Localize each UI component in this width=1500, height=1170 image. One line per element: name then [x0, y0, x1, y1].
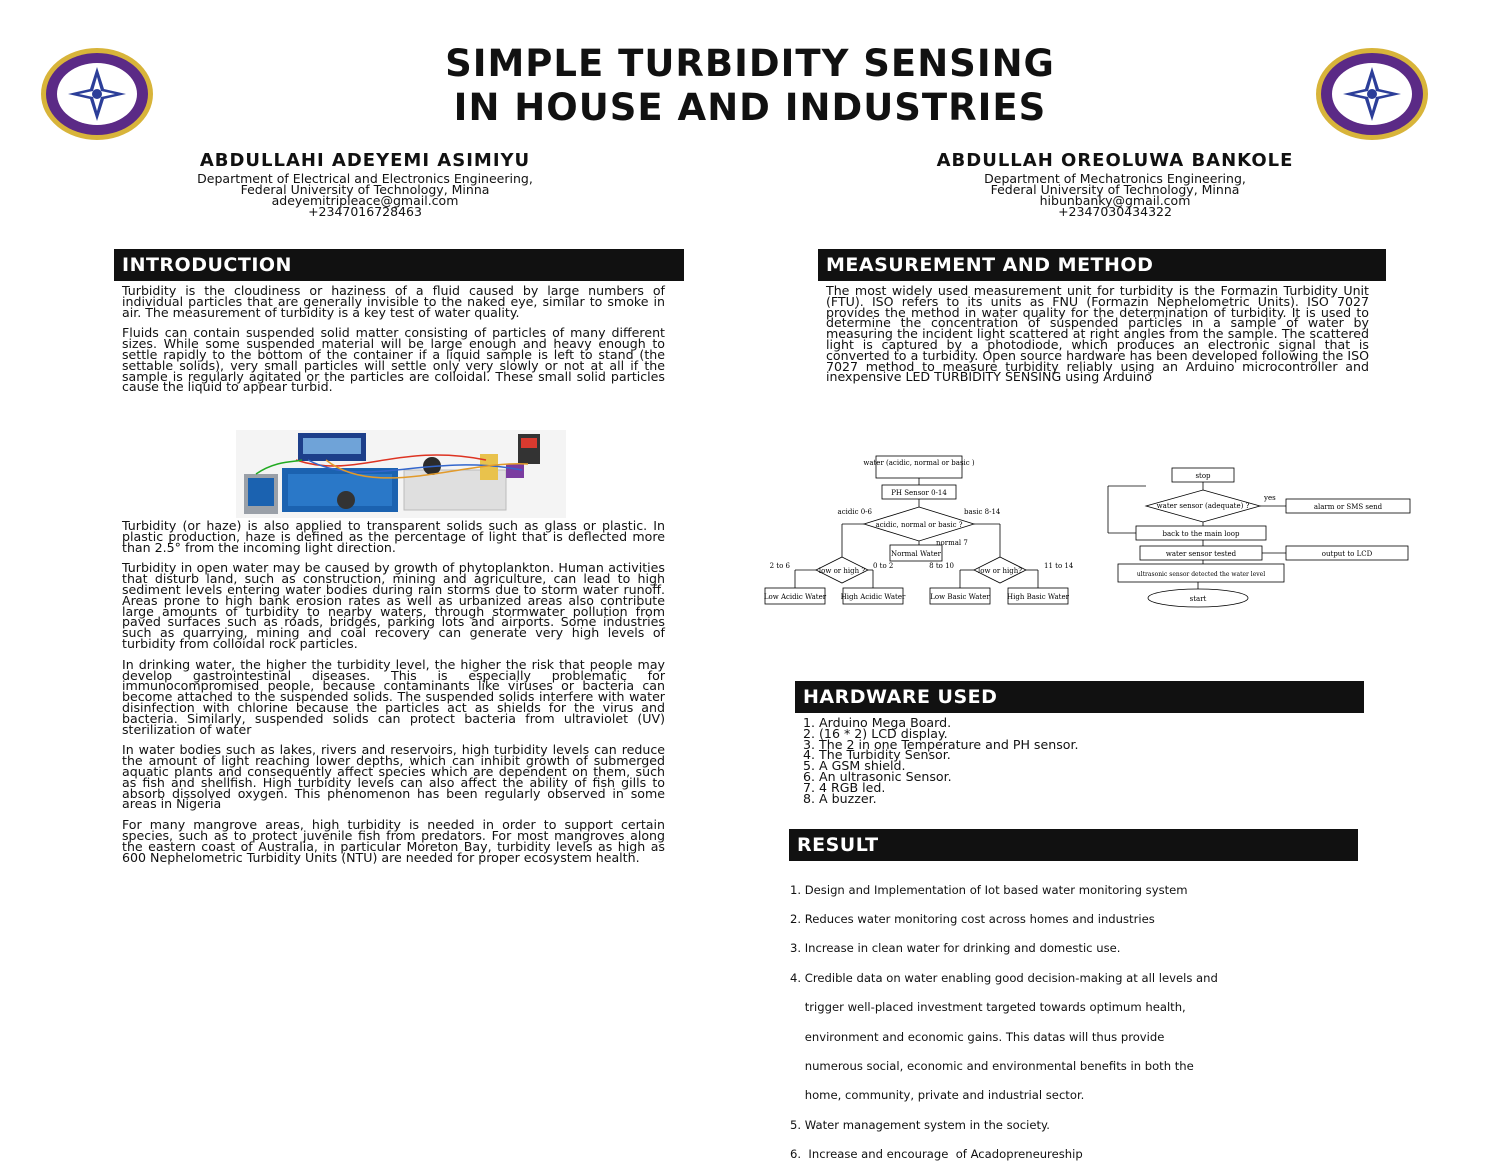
measurement-paragraph: The most widely used measurement unit for turbidity is the Formazin Turbidity Unit (FTU). ISO refers to its units as FNU (Formazin Nephelometric Units). ISO 7027 provides the method in water quality for the determination of turbidity. It is used to determine the concentration of suspended particles in a sample of water by measuring the incident light scattered at right angles from the sample. The scattered light is captured by a photodiode, which produces an electronic signal that is converted to a turbidity. Open source hardware has been developed following the ISO 7027 method to measure turbidity reliably using an Arduino microcontroller and inexpensive LED TURBIDITY SENSING using Arduino	[826, 283, 1369, 385]
flow-normal-box: Normal Water	[890, 550, 942, 558]
hardware-item: 7. 4 RGB led.	[803, 779, 886, 795]
hardware-item: 3. The 2 in one Temperature and PH sensor.	[803, 736, 1079, 752]
author-university: Federal University of Technology, Minna	[990, 182, 1240, 197]
flow-sensor-text: water sensor tested	[1165, 550, 1237, 558]
water-level-flowchart	[1100, 462, 1415, 612]
flow-normal-label: normal 7	[936, 539, 968, 547]
hardware-list	[803, 715, 1343, 806]
introduction-body-bottom	[122, 518, 665, 873]
author-block-2	[835, 150, 1395, 217]
flow-range-4: 11 to 14	[1044, 562, 1074, 570]
introduction-body-top	[122, 283, 665, 403]
flow-yes-label: yes	[1264, 494, 1276, 502]
flow-stop-text: stop	[1195, 472, 1211, 480]
intro-paragraph-5: In drinking water, the higher the turbidity level, the higher the risk that people may develop gastrointestinal diseases. This is especially problematic for immunocompromised people, because contaminants like viruses or bacteria can become attached to the suspended solids. The suspended solids interfere with water disinfection with chlorine because the particles act as shields for the virus and bacteria. Similarly, suspended solids can protect bacteria from ultraviolet (UV) sterilization of water	[122, 656, 665, 737]
circuit-diagram-image	[236, 430, 566, 518]
result-item: numerous social, economic and environmental benefits in both the	[790, 1058, 1194, 1073]
flow-left-range: acidic 0-6	[837, 508, 872, 516]
introduction-heading: INTRODUCTION	[114, 249, 684, 281]
author-name: ABDULLAH OREOLUWA BANKOLE	[936, 150, 1294, 171]
flow-right-range: basic 8-14	[964, 508, 1001, 516]
intro-paragraph-6: In water bodies such as lakes, rivers and reservoirs, high turbidity levels can reduce the amount of light reaching lower depths, which can inhibit growth of submerged aquatic plants and consequently affect species which are dependent on them, such as fish and shellfish. High turbidity levels can also affect the ability of fish gills to absorb dissolved oxygen. This phenomenon has been regularly observed in some areas in Nigeria	[122, 742, 665, 812]
university-logo-right	[1313, 45, 1431, 143]
flow-display-text: output to LCD	[1321, 550, 1373, 558]
result-item: 1. Design and Implementation of Iot based water monitoring system	[790, 882, 1188, 897]
title-line-1: SIMPLE TURBIDITY SENSING	[445, 42, 1055, 85]
intro-paragraph-2: Fluids can contain suspended solid matter consisting of particles of many different sizes. While some suspended material will be large enough and heavy enough to settle rapidly to the bottom of the container if a liquid sample is left to stand (the settable solids), very small particles will settle only very slowly or not at all if the sample is regularly agitated or the particles are colloidal. These small solid particles cause the liquid to appear turbid.	[122, 325, 665, 395]
flow-range-3: 8 to 10	[929, 562, 954, 570]
measurement-heading: MEASUREMENT AND METHOD	[818, 249, 1386, 281]
flow-low-high-left: low or high ?	[818, 567, 866, 575]
flow-start-text: water (acidic, normal or basic )	[863, 459, 975, 467]
result-item: trigger well-placed investment targeted towards optimum health,	[790, 1000, 1186, 1015]
author-phone: +2347030434322	[1058, 204, 1172, 219]
result-item: 2. Reduces water monitoring cost across homes and industries	[790, 911, 1155, 926]
author-email[interactable]: adeyemitripleace@gmail.com	[271, 193, 459, 208]
intro-paragraph-4: Turbidity in open water may be caused by growth of phytoplankton. Human activities that disturb land, such as construction, mining and agriculture, can lead to high sediment levels entering water bodies during rain storms due to storm water runoff. Areas prone to high bank erosion rates as well as urbanized areas also contribute large amounts of turbidity to nearby waters, through stormwater pollution from paved surfaces such as roads, bridges, parking lots and airports. Some industries such as quarrying, mining and coal recovery can generate very high levels of turbidity from colloidal rock particles.	[122, 560, 665, 651]
title-line-2: IN HOUSE AND INDUSTRIES	[453, 86, 1047, 129]
author-department: Department of Electrical and Electronics Engineering,	[197, 171, 533, 186]
measurement-body	[826, 283, 1369, 393]
flow-decision-text: acidic, normal or basic ?	[875, 521, 963, 529]
university-logo-left	[38, 45, 156, 143]
intro-paragraph-3: Turbidity (or haze) is also applied to transparent solids such as glass or plastic. In plastic production, haze is defined as the percentage of light that is deflected more than 2.5° from the incoming light direction.	[122, 518, 665, 555]
flow-range-2: 0 to 2	[873, 562, 894, 570]
flow-range-1: 2 to 6	[769, 562, 790, 570]
flow-loop-text: back to the main loop	[1162, 530, 1240, 538]
hardware-item: 4. The Turbidity Sensor.	[803, 747, 951, 763]
result-list	[790, 866, 1360, 1170]
author-email[interactable]: hibunbanky@gmail.com	[1039, 193, 1191, 208]
flow-output-1: Low Acidic Water	[763, 593, 827, 601]
author-phone: +2347016728463	[308, 204, 422, 219]
result-heading: RESULT	[789, 829, 1358, 861]
intro-paragraph-1: Turbidity is the cloudiness or haziness of a fluid caused by large numbers of individual particles that are generally invisible to the naked eye, similar to smoke in air. The measurement of turbidity is a key test of water quality.	[122, 283, 665, 320]
flow-output-3: Low Basic Water	[930, 593, 990, 601]
author-block-1	[100, 150, 630, 217]
flow-output-4: High Basic Water	[1007, 593, 1069, 601]
author-department: Department of Mechatronics Engineering,	[984, 171, 1246, 186]
flow-low-high-right: low or high?	[978, 567, 1022, 575]
result-item: 4. Credible data on water enabling good decision-making at all levels and	[790, 970, 1218, 985]
result-item: 5. Water management system in the society.	[790, 1117, 1050, 1132]
flow-decision-text: water sensor (adequate) ?	[1156, 502, 1250, 510]
hardware-item: 1. Arduino Mega Board.	[803, 715, 952, 730]
flow-sensor-text: PH Sensor 0-14	[891, 489, 947, 497]
flow-ultrasonic-text: ultrasonic sensor detected the water level	[1136, 571, 1266, 578]
hardware-item: 6. An ultrasonic Sensor.	[803, 768, 952, 784]
hardware-item: 8. A buzzer.	[803, 790, 877, 806]
result-item: 3. Increase in clean water for drinking and domestic use.	[790, 941, 1121, 956]
author-name: ABDULLAHI ADEYEMI ASIMIYU	[199, 150, 531, 171]
hardware-item: 2. (16 * 2) LCD display.	[803, 725, 948, 741]
poster-title	[240, 42, 1260, 130]
flow-start-text: start	[1189, 595, 1207, 603]
result-item: 6. Increase and encourage of Acadopreneureship	[790, 1147, 1083, 1162]
flow-alert-text: alarm or SMS send	[1313, 503, 1383, 511]
result-item: environment and economic gains. This datas will thus provide	[790, 1029, 1165, 1044]
author-university: Federal University of Technology, Minna	[240, 182, 490, 197]
ph-flowchart	[760, 452, 1090, 612]
hardware-item: 5. A GSM shield.	[803, 758, 906, 774]
flow-output-2: High Acidic Water	[840, 593, 906, 601]
intro-paragraph-7: For many mangrove areas, high turbidity is needed in order to support certain species, such as to protect juvenile fish from predators. For most mangroves along the eastern coast of Australia, in particular Moreton Bay, turbidity levels as high as 600 Nephelometric Turbidity Units (NTU) are needed for proper ecosystem health.	[122, 817, 665, 865]
hardware-heading: HARDWARE USED	[795, 681, 1364, 713]
result-item: home, community, private and industrial sector.	[790, 1088, 1085, 1103]
